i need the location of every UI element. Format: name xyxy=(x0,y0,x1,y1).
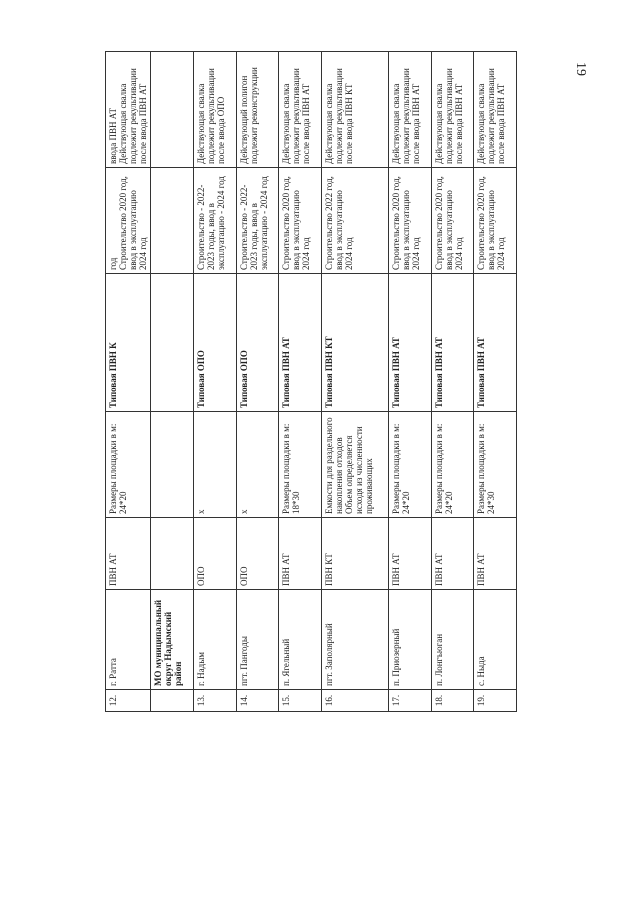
settlement-cell: п. Ягельный xyxy=(279,590,322,690)
schedule-cell: Строительство 2020 год, ввод в эксплуатацию 2024 год xyxy=(279,168,322,274)
table-row xyxy=(193,52,236,712)
table-row-continued xyxy=(106,52,151,712)
row-number: 19. xyxy=(474,690,517,712)
schedule-tail: год xyxy=(108,257,118,270)
section-number-cell xyxy=(151,690,194,712)
table-row xyxy=(236,52,279,712)
note-cell: Действующая свалка подлежит рекультивации после ввода ПВН АТ xyxy=(431,52,474,168)
facilities-table-wrapper xyxy=(105,52,517,712)
row-number: 15. xyxy=(279,690,322,712)
settlement-cell: с. Ныда xyxy=(474,590,517,690)
section-title: МО муниципальный округ Надымский район xyxy=(151,590,194,690)
empty-cell xyxy=(151,412,194,518)
facility-code-cell: ПВН АТ xyxy=(431,518,474,590)
schedule-text: Строительство 2020 год, ввод в эксплуатацию 2024 год xyxy=(118,176,149,270)
note-cell: Действующая свалка подлежит рекультивации после ввода ОПО xyxy=(193,52,236,168)
schedule-cell: Строительство 2022 год, ввод в эксплуатацию 2024 год xyxy=(321,168,388,274)
settlement-cell: г. Ратта xyxy=(106,590,151,690)
size-cell: Размеры площадки в м: 18*30 xyxy=(279,412,322,518)
note-cell xyxy=(106,52,151,168)
size-cell: Размеры площадки в м: 24*20 xyxy=(106,412,151,518)
row-number: 13. xyxy=(193,690,236,712)
type-cell: Типовая ПВН К xyxy=(106,274,151,412)
facility-code-cell: ОПО xyxy=(236,518,279,590)
row-number: 16. xyxy=(321,690,388,712)
size-cell: Размеры площадки в м: 24*20 xyxy=(389,412,432,518)
settlement-cell: г. Надым xyxy=(193,590,236,690)
size-cell: Размеры площадки в м: 24*30 xyxy=(474,412,517,518)
settlement-cell: пгт. Заполярный xyxy=(321,590,388,690)
size-cell: Емкости для раздельного накопления отходов Объем определяется исходя из численности проживающих xyxy=(321,412,388,518)
schedule-cell: Строительство - 2022-2023 годы, ввод в эксплуатацию - 2024 год xyxy=(236,168,279,274)
row-number: 12. xyxy=(106,690,151,712)
note-cell: Действующий полигон подлежит реконструкции xyxy=(236,52,279,168)
note-cell: Действующая свалка подлежит рекультивации после ввода ПВН АТ xyxy=(474,52,517,168)
empty-cell xyxy=(151,518,194,590)
facility-code-cell: ПВН АТ xyxy=(389,518,432,590)
schedule-cell: Строительство 2020 год, ввод в эксплуатацию 2024 год xyxy=(389,168,432,274)
table-row xyxy=(474,52,517,712)
note-text: Действующая свалка подлежит рекультивации после ввода ПВН АТ xyxy=(118,68,149,164)
facility-code-cell: ПВН АТ xyxy=(106,518,151,590)
schedule-cell: Строительство 2020 год, ввод в эксплуатацию 2024 год xyxy=(474,168,517,274)
row-number: 17. xyxy=(389,690,432,712)
facility-code-cell: ПВН АТ xyxy=(474,518,517,590)
facility-code-cell: ПВН АТ xyxy=(279,518,322,590)
size-cell: x xyxy=(193,412,236,518)
note-cell: Действующая свалка подлежит рекультивации после ввода ПВН АТ xyxy=(279,52,322,168)
section-row xyxy=(151,52,194,712)
facility-code-cell: ПВН КТ xyxy=(321,518,388,590)
type-cell: Типовая ПВН АТ xyxy=(431,274,474,412)
type-cell: Типовая ОПО xyxy=(236,274,279,412)
schedule-cell: Строительство 2020 год, ввод в эксплуатацию 2024 год xyxy=(431,168,474,274)
type-cell: Типовая ПВН КТ xyxy=(321,274,388,412)
note-cell: Действующая свалка подлежит рекультивации после ввода ПВН АТ xyxy=(389,52,432,168)
settlement-cell: п. Лонгъюган xyxy=(431,590,474,690)
schedule-cell: Строительство - 2022-2023 годы, ввод в эксплуатацию - 2024 год xyxy=(193,168,236,274)
settlement-cell: пгт. Пангоды xyxy=(236,590,279,690)
type-cell: Типовая ПВН АТ xyxy=(474,274,517,412)
row-number: 18. xyxy=(431,690,474,712)
table-row xyxy=(431,52,474,712)
settlement-cell: п. Приозерный xyxy=(389,590,432,690)
size-cell: x xyxy=(236,412,279,518)
table-row xyxy=(321,52,388,712)
type-cell: Типовая ПВН АТ xyxy=(389,274,432,412)
type-cell: Типовая ПВН АТ xyxy=(279,274,322,412)
schedule-cell xyxy=(106,168,151,274)
row-number: 14. xyxy=(236,690,279,712)
facilities-table xyxy=(105,51,517,712)
table-row xyxy=(279,52,322,712)
table-row xyxy=(389,52,432,712)
note-cell: Действующая свалка подлежит рекультивации после ввода ПВН КТ xyxy=(321,52,388,168)
facility-code-cell: ОПО xyxy=(193,518,236,590)
type-cell: Типовая ОПО xyxy=(193,274,236,412)
empty-cell xyxy=(151,52,194,168)
page-number: 19 xyxy=(573,62,588,76)
size-cell: Размеры площадки в м: 24*20 xyxy=(431,412,474,518)
note-tail: ввода ПВН АТ xyxy=(108,108,118,164)
empty-cell xyxy=(151,168,194,274)
empty-cell xyxy=(151,274,194,412)
